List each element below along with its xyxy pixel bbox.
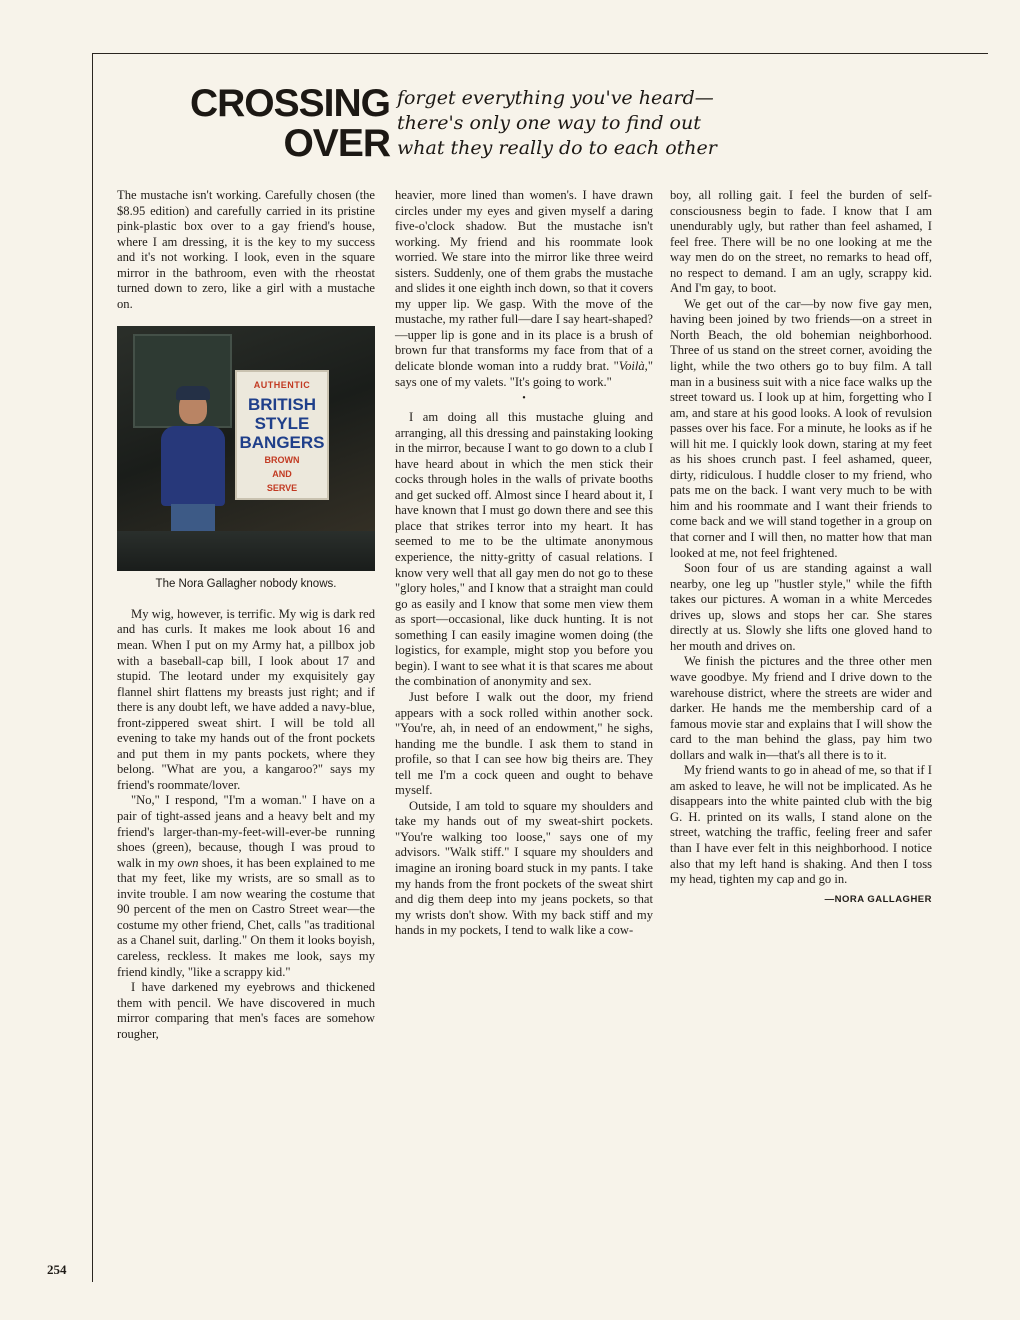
sign-line: AUTHENTIC [253,380,311,391]
page-number: 254 [47,1262,67,1277]
emphasis: own [177,855,199,870]
deck-line-3: what they really do to each other [397,137,717,159]
paragraph: We get out of the car—by now five gay men, having been joined by two friends—on a street in North Beach, the old bohemian neighborhood. Three of us stand on the street corner, avoiding the light, while the two others go to buy film. A tall man in a business suit with a nice face walks up the street toward us. I look up at him, forgetting who I am, and stare at his good looks. A look of revulsion passes over his face. For a minute, he looks as if he will hit me. I quickly look down, staring at my feet as his shoes crunch past. I feel ashamed, queer, dirty, ridiculous. I huddle closer to my friend, who pats me on the back. I want very much to be with him and his roommate and I want their friends to come back and we will stand together in a group on that corner and I will then, no matter how that man looked at me, not feel frightened. [670,296,932,560]
paragraph [117,793,375,980]
section-break-bullet: • [522,393,526,405]
text-run: heavier, more lined than women's. I have drawn circles under my eyes and given myself a daring five-o'clock shadow. But the mustache isn't working. My friend and his roommate look worried. We stare into the mirror like three weird sisters. Suddenly, one of them grabs the mustache and slides it one eighth inch down, so that it covers my upper lip. We gasp. With the move of the mustache, my rather full—dare I say heart-shaped?—upper lip is gone and in its place is a brush of brown fur that transforms my face from that of a delicate blonde woman into a ruddy brat. " [395,188,653,374]
paragraph: Soon four of us are standing against a wall nearby, one leg up "hustler style," while the fifth takes our pictures. A woman in a white Mercedes drives up, slows and stops her car. She stares directly at us. Slowly she lifts one gloved hand to her mouth and drives on. [670,561,932,653]
paragraph: We finish the pictures and the three other men wave goodbye. My friend and I drive down to the warehouse district, where the streets are wider and darker. He hands me the membership card of a famous movie star and explains that I will show the card to the man behind the glass, pay him two dollars and walk in—that's all there is to it. [670,654,932,762]
sign-line: STYLE [254,413,310,433]
photo-sign [235,370,329,500]
person-hat [176,386,210,400]
sign-line: BRITISH [248,394,316,414]
author-signature: —NORA GALLAGHER [824,893,932,905]
sign-line: AND [272,468,292,479]
column-2 [395,188,653,939]
headline-line-1: CROSSING [189,82,390,125]
text-run: " says one of my valets. "It's going to work." [395,359,653,389]
deck-line-2: there's only one way to find out [397,112,701,134]
deck-line-1: forget everything you've heard— [397,87,714,109]
photo-floor [117,531,375,571]
text-run: shoes, it has been explained to me that my feet, like my wrists, are so small as to invite trouble. I am now wearing the costume that 90 percent of the men on Castro Street wear—the costume my other friend, Chet, calls "as traditional as a Chanel suit, darling." On them it looks boyish, careless, reckless. It makes me look, says my friend kindly, "like a scrappy kid." [117,855,375,979]
paragraph: boy, all rolling gait. I feel the burden of self-consciousness begin to fade. I know that I am unendurably ugly, but rather than feel ashamed, I feel free. There will be no one looking at me the way men do on the street, no remarks to head off, no respect to demand. I am an ugly, scrappy kid. And I'm gay, to boot. [670,188,932,296]
paragraph [395,188,653,390]
deck [397,86,737,161]
sign-line: BANGERS [239,432,325,452]
sign-line: BROWN [264,454,300,465]
paragraph: Just before I walk out the door, my friend appears with a sock rolled within another sock. "You're, ah, in need of an endowment," he sighs, handing me the bundle. I ask them to stand in profile, so that I can see how big theirs are. They tell me I'm a cock queen and ought to behave myself. [395,689,653,798]
headline [170,84,390,164]
paragraph: Outside, I am told to square my shoulders and take my hands out of my sweat-shirt pockets. "You're walking too loose," says one of my advisors. "Walk stiff." I square my shoulders and imagine an ironing board stuck in my pants. I take my hands from the front pockets of the sweat shirt and dig them deep into my jeans pockets, so that my wrists don't show. With my back stiff and my hands in my pockets, I tend to walk like a cow- [395,798,653,938]
paragraph: The mustache isn't working. Carefully chosen (the $8.95 edition) and carefully carried in its pristine pink-plastic box over to a gay friend's house, where I am dressing, it is the key to my success and it's not working. I look, even in the square mirror in the bathroom, even with the rheostat turned down to zero, like a girl with a mustache on. [117,188,375,311]
person-jacket [161,426,225,506]
column-3 [670,188,932,907]
paragraph: I have darkened my eyebrows and thickened them with pencil. We have discovered in much mirror comparing that men's faces are somehow rougher, [117,980,375,1041]
photo-caption: The Nora Gallagher nobody knows. [155,578,337,591]
headline-line-2: OVER [283,122,390,165]
column-1 [117,188,375,1042]
paragraph: I am doing all this mustache gluing and arranging, all this dressing and painstaking looking in the mirror, because I want to go down to a club I have heard about in which the men stick their cocks through holes in the walls of private booths and get sucked off. Almost since I heard about it, I have known that I must go down there and see this place that strikes terror into my heart. It has seemed to me to be the ultimate anonymous experience, the nitty-gritty of casual relations. I know very well that all gay men do not go to these "glory holes," and I know that a straight man could go as easily and I know that some men view them as sport—occasional, like duck hunting. It is not something I can easily imagine women doing (the logistics, for example, might stop you before you begin). I want to see what it is that scares me about the combination of anonymity and sex. [395,410,653,689]
text-run: "No," I respond, "I'm a woman." I have on a pair of tight-assed jeans and a heavy belt and my friend's larger-than-my-feet-will-ever-be running shoes (green), because, though I was proud to walk in my [117,793,375,870]
emphasis: Voilà, [618,359,648,374]
paragraph: My friend wants to go in ahead of me, so that if I am asked to leave, he will not be implicated. As he disappears into the white painted club with the big G. H. printed on its walls, I stand alone on the street, watching the traffic, feeling freer and safer than I have ever felt in this neighborhood. I notice also that my left hand is shaking. And then I toss my head, tighten my cap and go in. [670,763,932,887]
sign-line: SERVE [266,482,298,493]
author-photo [117,326,375,571]
paragraph: My wig, however, is terrific. My wig is dark red and has curls. It makes me look about 16 and mean. When I put on my Army hat, a pillbox job with a baseball-cap bill, I look about 17 and stupid. The leotard under my exquisitely gay flannel shirt flattens my breasts just right; and if there is any doubt left, we have added a navy-blue, front-zippered sweat shirt. I will be told all evening to take my hands out of the front pockets and put them in my pants pockets, where they belong. "What are you, a kangaroo?" says my friend's roommate/lover. [117,606,375,792]
